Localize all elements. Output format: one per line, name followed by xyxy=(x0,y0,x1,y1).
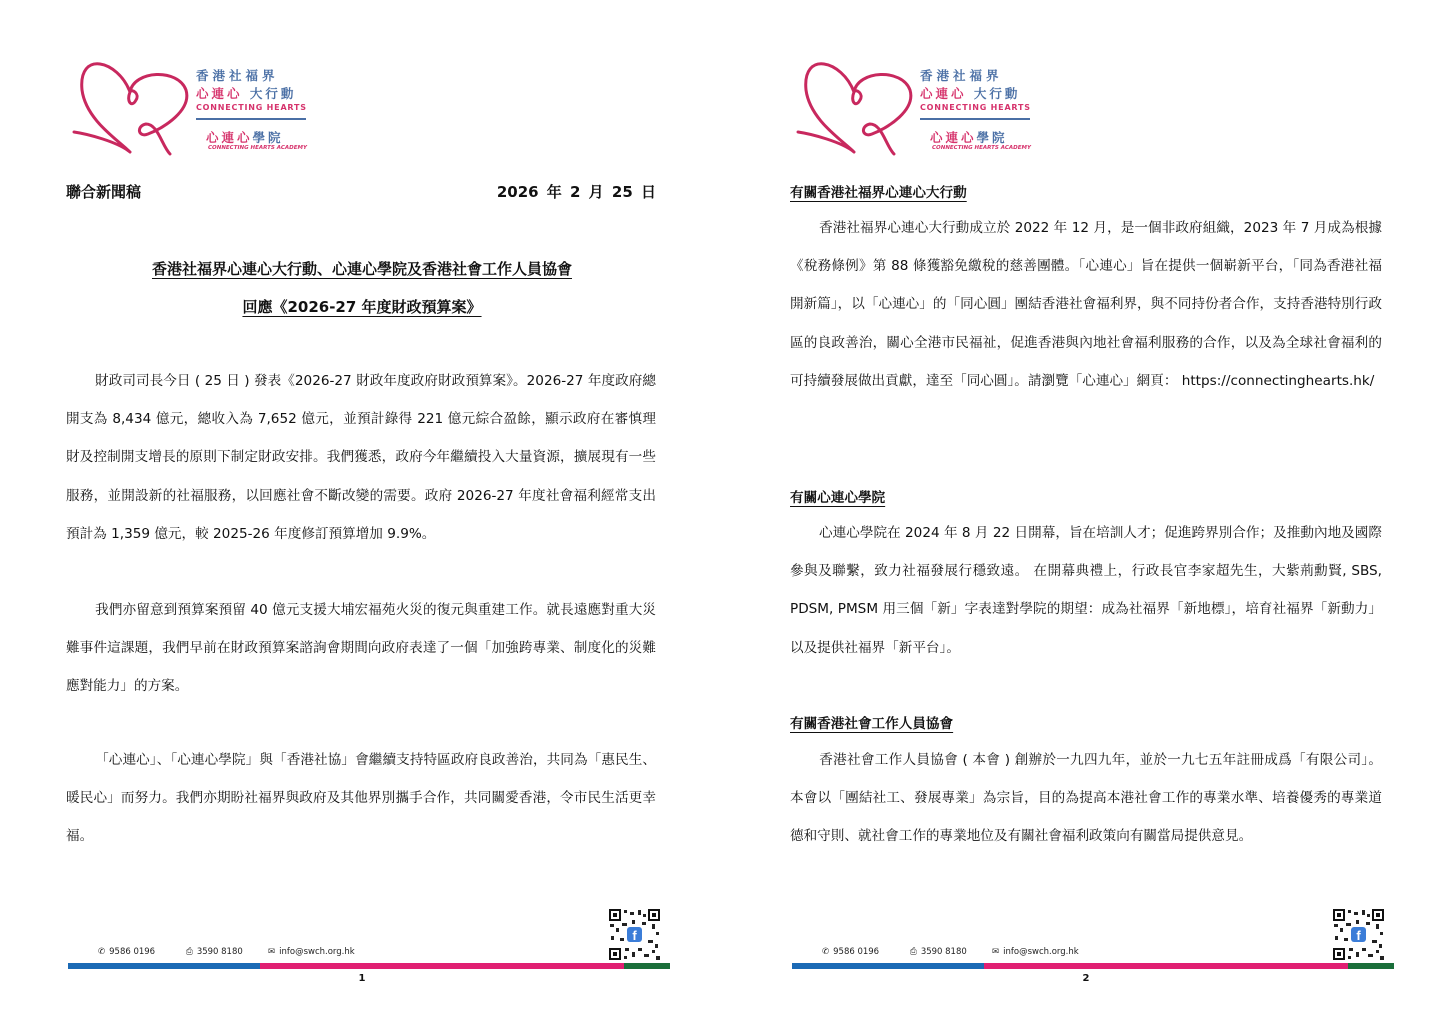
section-heading: 有關香港社福界心連心大行動 xyxy=(790,185,967,201)
section-body xyxy=(790,741,1382,856)
phone-number: 9586 0196 xyxy=(833,947,880,957)
logo-line-2 xyxy=(920,84,1020,102)
paragraph xyxy=(66,362,656,553)
svg-text:f: f xyxy=(632,928,637,943)
section-text: 香港社福界心連心大行動成立於 2022 年 12 月，是一個非政府組織，2023 年 7 月成為根據《稅務條例》第 88 條獲豁免繳稅的慈善團體。「心連心」旨在提供一個嶄新平台，「同為香港社福開新篇」，以「心連心」的「同心圓」團結香港社會福利界，與不同持份者合作，支持香港特別行政區的良政善治，關心全港市民福祉，促進香港與內地社會福利服務的合作，以及為全球社會福利的可持續發展做出貢獻，達至「同心圓」。請瀏覽「心連心」網頁： https://connectinghearts.hk/ xyxy=(790,220,1382,389)
logo-text: 大行動 xyxy=(249,86,297,101)
press-release-label: 聯合新聞稿 xyxy=(66,183,142,201)
title-text: 回應《2026-27 年度財政預算案》 xyxy=(242,298,482,316)
connecting-hearts-logo xyxy=(68,50,318,160)
logo-text: 大行動 xyxy=(973,86,1021,101)
fax-number: 3590 8180 xyxy=(196,947,243,957)
title-line-1 xyxy=(0,258,724,279)
logo-text: 心連心 xyxy=(196,86,243,101)
logo-text: 學院 xyxy=(252,130,284,145)
footer-phone xyxy=(98,947,186,957)
page-number: 2 xyxy=(1082,973,1090,984)
logo-line-5: CONNECTING HEARTS ACADEMY xyxy=(208,145,307,151)
logo-line-1: 香港社福界 xyxy=(920,68,1003,83)
paragraph-text: 財政司司長今日 ( 25 日 ) 發表《2026-27 財政年度政府財政預算案》。2026-27 年度政府總開支為 8,434 億元，總收入為 7,652 億元，並預計錄得 221 億元綜合盈餘，顯示政府在審慎理財及控制開支增長的原則下制定財政安排。我們獲悉，政府今年繼續投入大量資源，擴展現有一些服務，並開設新的社福服務，以回應社會不斷改變的需要。政府 2026-27 年度社會福利經常支出預計為 1,359 億元，較 2025-26 年度修訂預算增加 9.9%。 xyxy=(66,373,656,542)
release-date: 2026 年 2 月 25 日 xyxy=(496,183,656,201)
bar-pink xyxy=(984,963,1348,969)
section-body xyxy=(790,514,1382,667)
connecting-hearts-logo xyxy=(792,50,1042,160)
logo-line-3: CONNECTING HEARTS xyxy=(196,103,307,112)
bar-green xyxy=(1348,963,1394,969)
paragraph xyxy=(66,741,656,856)
logo-divider xyxy=(920,118,1030,120)
facebook-qr-icon[interactable] xyxy=(1332,908,1385,961)
email-icon: ✉ xyxy=(992,947,1000,957)
section-text: 香港社會工作人員協會 ( 本會 ) 創辦於一九四九年，並於一九七五年註冊成爲「有限公司」。本會以「團結社工、發展專業」為宗旨，目的為提高本港社會工作的專業水準、培養優秀的專業道德和守則、就社會工作的專業地位及有關社會福利政策向有關當局提供意見。 xyxy=(790,752,1382,845)
logo-text: 心連心 xyxy=(920,86,967,101)
svg-text:f: f xyxy=(1356,928,1361,943)
footer-color-bar xyxy=(68,963,670,969)
logo-text: 心連心 xyxy=(206,130,253,145)
logo-line-1: 香港社福界 xyxy=(196,68,279,83)
fax-icon: ⎙ xyxy=(910,947,917,957)
section-text: 心連心學院在 2024 年 8 月 22 日開幕，旨在培訓人才；促進跨界別合作；及推動內地及國際參與及聯繫，致力社福發展行穩致遠。 在開幕典禮上，行政長官李家超先生，大紫荊勳賢, SBS, PDSM, PMSM 用三個「新」字表達對學院的期望：成為社福界「新地標」，培育社福界「新動力」以及提供社福界「新平台」。 xyxy=(790,525,1382,656)
footer-fax xyxy=(186,947,268,957)
heart-ribbon-icon xyxy=(792,50,922,160)
logo-line-2 xyxy=(196,84,296,102)
logo-text: 心連心 xyxy=(930,130,977,145)
logo-line-4 xyxy=(206,128,284,146)
logo-text: 學院 xyxy=(976,130,1008,145)
email-icon: ✉ xyxy=(268,947,276,957)
logo-line-5: CONNECTING HEARTS ACADEMY xyxy=(932,145,1031,151)
bar-pink xyxy=(260,963,624,969)
section-heading: 有關香港社會工作人員協會 xyxy=(790,716,954,732)
bar-green xyxy=(624,963,670,969)
paragraph-text: 我們亦留意到預算案預留 40 億元支援大埔宏福苑火災的復元與重建工作。就長遠應對重大災難事件這課題，我們早前在財政預算案諮詢會期間向政府表達了一個「加強跨專業、制度化的災難應對能力」的方案。 xyxy=(66,602,656,695)
footer-contacts xyxy=(822,947,1079,957)
phone-number: 9586 0196 xyxy=(109,947,156,957)
section-heading: 有關心連心學院 xyxy=(790,490,886,506)
logo-line-4 xyxy=(930,128,1008,146)
heart-ribbon-icon xyxy=(68,50,198,160)
bar-blue xyxy=(68,963,260,969)
footer-email xyxy=(268,947,355,957)
logo-line-3: CONNECTING HEARTS xyxy=(920,103,1031,112)
fax-number: 3590 8180 xyxy=(920,947,967,957)
logo-divider xyxy=(196,118,306,120)
email-link[interactable]: info@swch.org.hk xyxy=(1003,947,1079,957)
page-2 xyxy=(724,0,1448,1024)
bar-blue xyxy=(792,963,984,969)
email-link[interactable]: info@swch.org.hk xyxy=(279,947,355,957)
title-text: 香港社福界心連心大行動、心連心學院及香港社會工作人員協會 xyxy=(151,260,572,278)
phone-icon: ✆ xyxy=(822,947,830,957)
fax-icon: ⎙ xyxy=(186,947,193,957)
title-line-2 xyxy=(0,296,724,317)
footer-contacts xyxy=(98,947,355,957)
footer-color-bar xyxy=(792,963,1394,969)
paragraph-text: 「心連心」、「心連心學院」與「香港社協」會繼續支持特區政府良政善治，共同為「惠民生、暖民心」而努力。我們亦期盼社福界與政府及其他界別攜手合作，共同關愛香港，令市民生活更幸福。 xyxy=(66,752,656,845)
footer-phone xyxy=(822,947,910,957)
phone-icon: ✆ xyxy=(98,947,106,957)
paragraph xyxy=(66,591,656,706)
footer-email xyxy=(992,947,1079,957)
page-number: 1 xyxy=(358,973,366,984)
footer-fax xyxy=(910,947,992,957)
facebook-qr-icon[interactable] xyxy=(608,908,661,961)
section-body xyxy=(790,209,1382,400)
